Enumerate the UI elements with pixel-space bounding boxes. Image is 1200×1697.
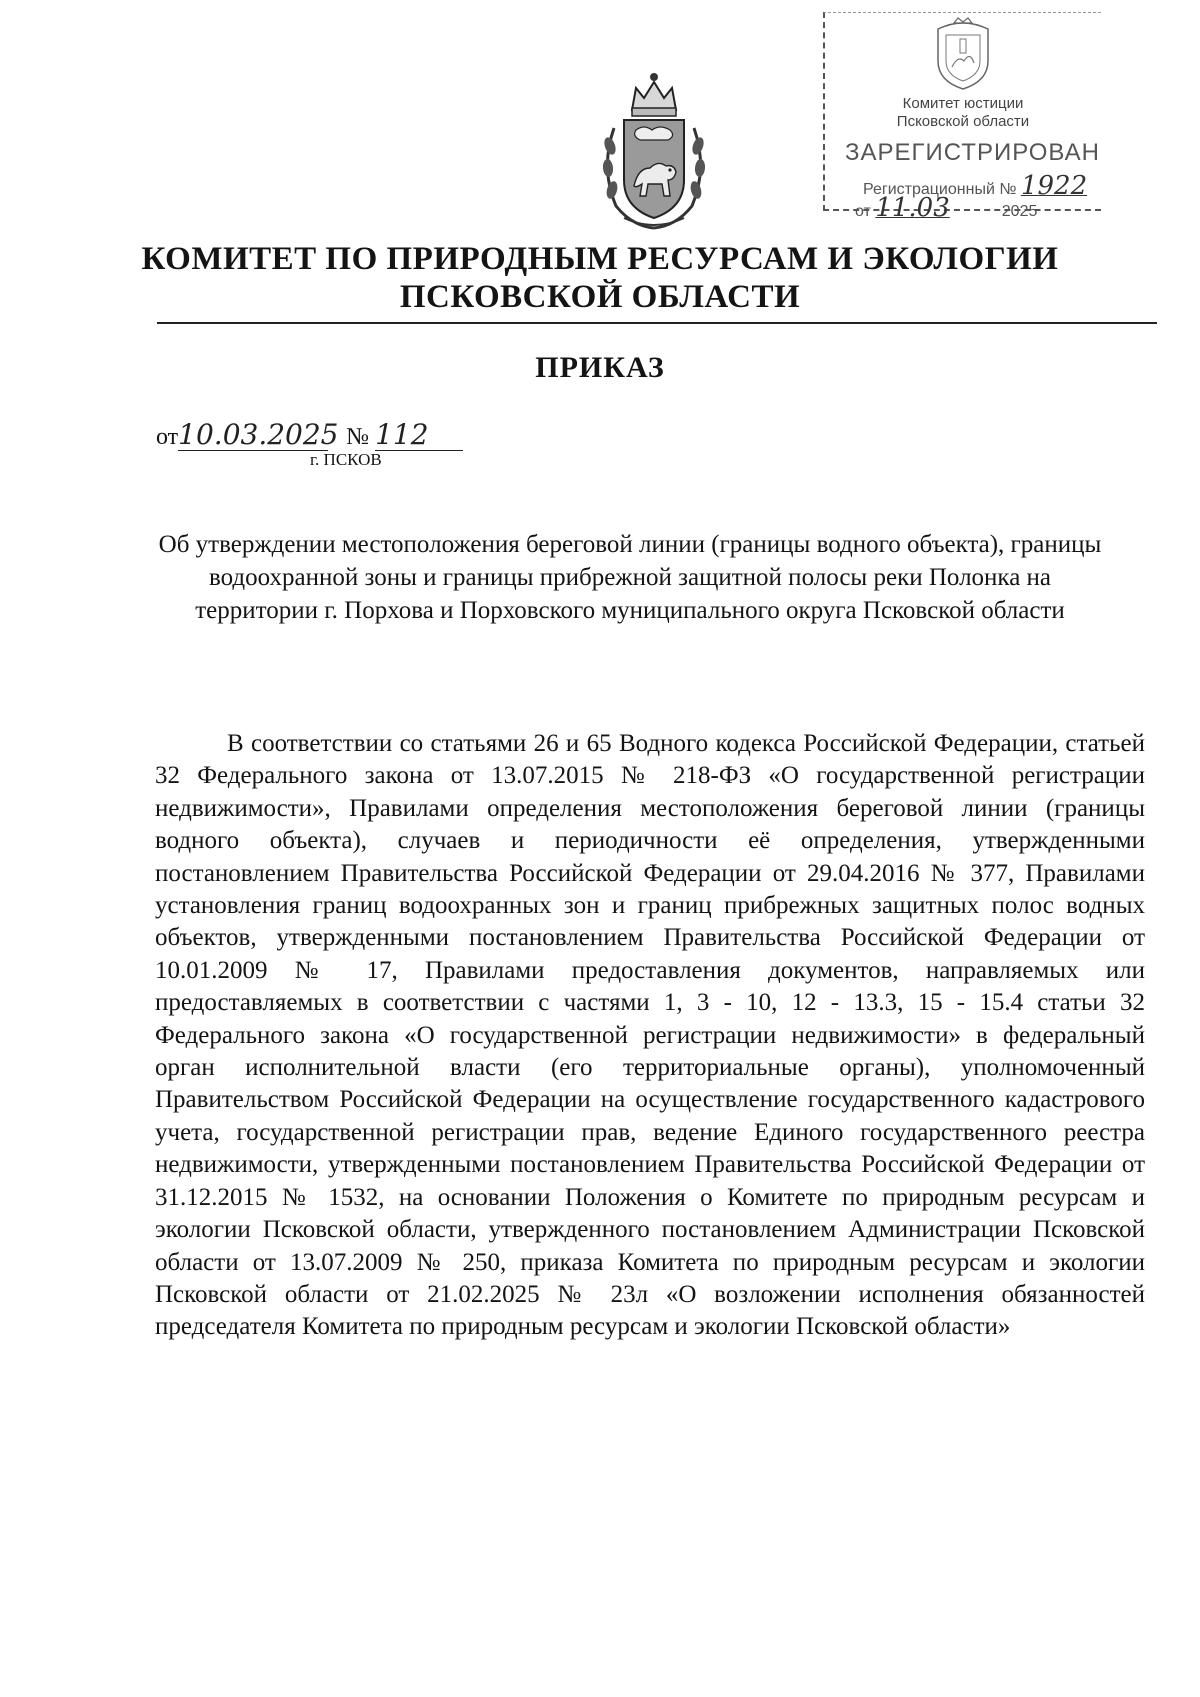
order-date-number-row — [156, 420, 463, 451]
coat-of-arms-icon — [592, 68, 716, 232]
order-number: 112 — [375, 420, 463, 451]
order-date-prefix: от — [156, 424, 179, 450]
stamp-date-row — [855, 193, 1037, 223]
stamp-date: 11.03 — [875, 193, 950, 223]
order-city: г. ПСКОВ — [310, 450, 382, 469]
stamp-authority-line1: Комитет юстиции — [902, 95, 1024, 112]
order-preamble — [155, 728, 1145, 1344]
order-subject: Об утверждении местоположения береговой линии (границы водного объекта), границы водоохранной зоны и границы прибрежной защитной полосы реки Полонка на территории г. Порхова и Порховского муниципального округа Псковской области — [158, 531, 1102, 624]
document-type-title: ПРИКАЗ — [535, 351, 665, 384]
order-number-label: № — [346, 424, 370, 450]
stamp-registration-number: 1922 — [1020, 171, 1088, 201]
coat-of-arms-small-icon — [930, 15, 996, 91]
stamp-authority-line2: Псковской области — [896, 113, 1030, 130]
stamp-year: 2025 — [1001, 203, 1038, 220]
organization-name-line2: ПСКОВСКОЙ ОБЛАСТИ — [399, 279, 801, 315]
stamp-registered-label: ЗАРЕГИСТРИРОВАН — [845, 139, 1100, 166]
header-divider — [157, 322, 1157, 324]
preamble-paragraph: В соответствии со статьями 26 и 65 Водного кодекса Российской Федерации, статьей 32 Федерального закона от 13.07.2015 № 218-ФЗ «О государственной регистрации недвижимости», Правилами определения местоположения береговой линии (границы водного объекта), случаев и периодичности её определения, утвержденными постановлением Правительства Российской Федерации от 29.04.2016 № 377, Правилами установления границ водоохранных зон и границ прибрежных защитных полос водных объектов, утвержденными постановлением Правительства Российской Федерации от 10.01.2009 № 17, Правилами предоставления документов, направляемых или предоставляемых в соответствии с частями 1, 3 - 10, 12 - 13.3, 15 - 15.4 статьи 32 Федерального закона «О государственной регистрации недвижимости» в федеральный орган исполнительной власти (его территориальные органы), уполномоченный Правительством Российской Федерации на осуществление государственного кадастрового учета, государственной регистрации прав, ведение Единого государственного реестра недвижимости, утвержденными постановлением Правительства Российской Федерации от 31.12.2015 № 1532, на основании Положения о Комитете по природным ресурсам и экологии Псковской области, утвержденного постановлением Администрации Псковской области от 13.07.2009 № 250, приказа Комитета по природным ресурсам и экологии Псковской области от 21.02.2025 № 23л «О возложении исполнения обязанностей председателя Комитета по природным ресурсам и экологии Псковской области» — [155, 730, 1145, 1341]
organization-name-line1: КОМИТЕТ ПО ПРИРОДНЫМ РЕСУРСАМ И ЭКОЛОГИИ — [141, 241, 1059, 277]
registration-stamp — [823, 12, 1101, 223]
stamp-registration-label: Регистрационный № — [863, 181, 1017, 198]
order-date: 10.03.2025 — [178, 418, 339, 451]
stamp-date-prefix: от — [855, 203, 871, 220]
